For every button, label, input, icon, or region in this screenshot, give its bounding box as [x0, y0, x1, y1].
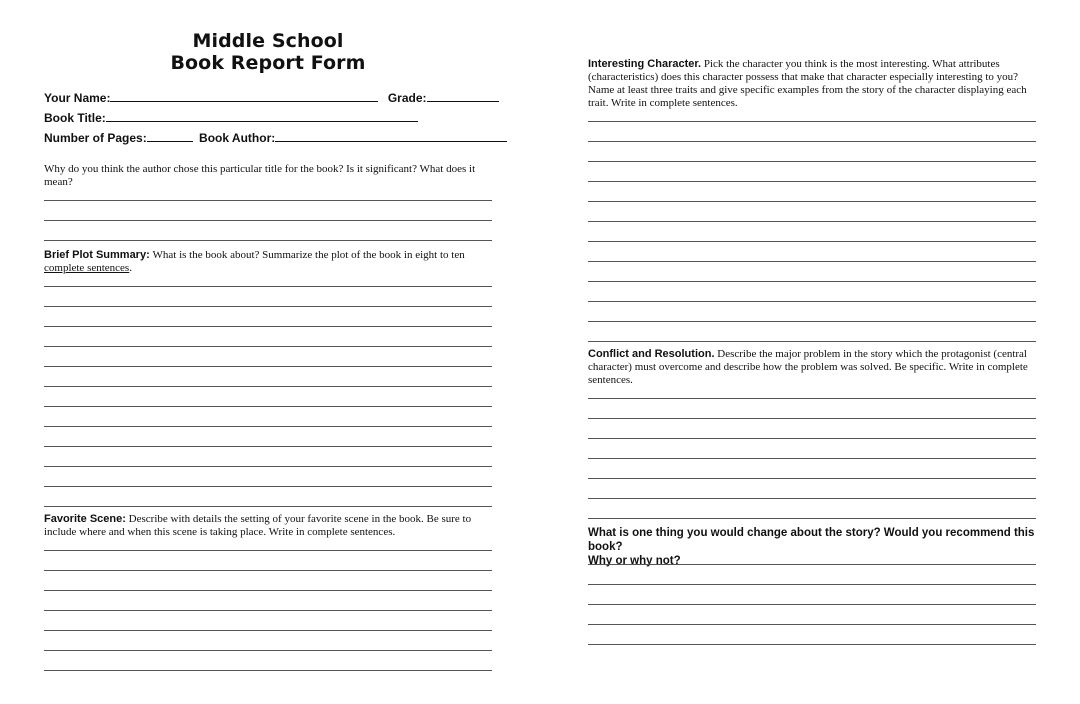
- author-label: Book Author:: [199, 131, 276, 145]
- plot-summary-heading: Brief Plot Summary:: [44, 249, 150, 261]
- answer-line[interactable]: [588, 321, 1036, 322]
- character-text: Pick the character you think is the most interesting. What attributes (characteristics) does this character possess that make that character especially interesting to you? Name at least three traits and give specific examples from the story of the character displaying each trait. Write in complete sentences.: [588, 58, 1027, 109]
- answer-line[interactable]: [44, 590, 492, 591]
- answer-line[interactable]: [44, 286, 492, 287]
- answer-line[interactable]: [588, 564, 1036, 565]
- answer-line[interactable]: [44, 326, 492, 327]
- title-line-2: Book Report Form: [170, 52, 366, 74]
- answer-line[interactable]: [44, 610, 492, 611]
- answer-line[interactable]: [588, 584, 1036, 585]
- name-label: Your Name:: [44, 91, 111, 105]
- favorite-scene-text: Describe with details the setting of your favorite scene in the book. Be sure to include where and when this scene is taking place. Write in complete sentences.: [44, 513, 472, 538]
- plot-summary-text: What is the book about? Summarize the plot of the book in eight to ten: [152, 249, 465, 261]
- pages-author-row: [44, 130, 507, 145]
- answer-line[interactable]: [44, 630, 492, 631]
- answer-line[interactable]: [588, 398, 1036, 399]
- answer-line[interactable]: [44, 506, 492, 507]
- grade-input-line[interactable]: [427, 90, 499, 102]
- book-title-row: [44, 110, 418, 125]
- conflict-text: Describe the major problem in the story which the protagonist (central character) must overcome and describe how the problem was solved. Be specific. Write in complete sentences.: [588, 348, 1028, 386]
- answer-line[interactable]: [44, 200, 492, 201]
- name-input-line[interactable]: [110, 90, 378, 102]
- answer-line[interactable]: [588, 644, 1036, 645]
- answer-line[interactable]: [588, 241, 1036, 242]
- answer-line[interactable]: [588, 498, 1036, 499]
- answer-line[interactable]: [588, 121, 1036, 122]
- book-title-input-line[interactable]: [106, 110, 418, 122]
- answer-line[interactable]: [588, 161, 1036, 162]
- plot-summary-prompt: [44, 249, 492, 275]
- answer-line[interactable]: [588, 438, 1036, 439]
- grade-label: Grade:: [387, 91, 427, 105]
- change-question: [588, 526, 1036, 568]
- title-question: [44, 163, 492, 189]
- answer-line[interactable]: [44, 446, 492, 447]
- pages-input-line[interactable]: [147, 130, 193, 142]
- answer-line[interactable]: [588, 341, 1036, 342]
- favorite-scene-prompt: [44, 513, 492, 539]
- answer-line[interactable]: [44, 220, 492, 221]
- answer-line[interactable]: [588, 281, 1036, 282]
- character-heading: Interesting Character.: [588, 58, 702, 70]
- answer-line[interactable]: [44, 426, 492, 427]
- answer-line[interactable]: [588, 221, 1036, 222]
- answer-line[interactable]: [588, 261, 1036, 262]
- answer-line[interactable]: [44, 346, 492, 347]
- answer-line[interactable]: [44, 406, 492, 407]
- answer-line[interactable]: [588, 141, 1036, 142]
- answer-line[interactable]: [588, 181, 1036, 182]
- answer-line[interactable]: [44, 466, 492, 467]
- answer-line[interactable]: [44, 386, 492, 387]
- answer-line[interactable]: [44, 240, 492, 241]
- title-question-text: Why do you think the author chose this particular title for the book? Is it significant? What does it mean?: [44, 163, 476, 188]
- name-grade-row: [44, 90, 499, 105]
- answer-line[interactable]: [588, 478, 1036, 479]
- answer-line[interactable]: [44, 550, 492, 551]
- page-title: [90, 30, 446, 74]
- change-question-line-1: What is one thing you would change about the story? Would you recommend this book?: [588, 527, 1035, 553]
- answer-line[interactable]: [44, 306, 492, 307]
- pages-label: Number of Pages:: [44, 131, 147, 145]
- answer-line[interactable]: [44, 570, 492, 571]
- answer-line[interactable]: [588, 518, 1036, 519]
- answer-line[interactable]: [44, 670, 492, 671]
- answer-line[interactable]: [588, 418, 1036, 419]
- book-title-label: Book Title:: [44, 111, 106, 125]
- answer-line[interactable]: [44, 366, 492, 367]
- answer-line[interactable]: [588, 458, 1036, 459]
- title-line-1: Middle School: [192, 30, 344, 52]
- author-input-line[interactable]: [275, 130, 507, 142]
- answer-line[interactable]: [588, 624, 1036, 625]
- conflict-prompt: [588, 348, 1036, 387]
- plot-summary-underlined: complete sentences: [44, 262, 130, 274]
- conflict-heading: Conflict and Resolution.: [588, 348, 715, 360]
- plot-summary-end: .: [129, 262, 132, 274]
- answer-line[interactable]: [588, 604, 1036, 605]
- answer-line[interactable]: [588, 301, 1036, 302]
- favorite-scene-heading: Favorite Scene:: [44, 513, 126, 525]
- character-prompt: [588, 58, 1036, 110]
- answer-line[interactable]: [44, 650, 492, 651]
- change-question-line-2: Why or why not?: [588, 555, 681, 567]
- answer-line[interactable]: [588, 201, 1036, 202]
- answer-line[interactable]: [44, 486, 492, 487]
